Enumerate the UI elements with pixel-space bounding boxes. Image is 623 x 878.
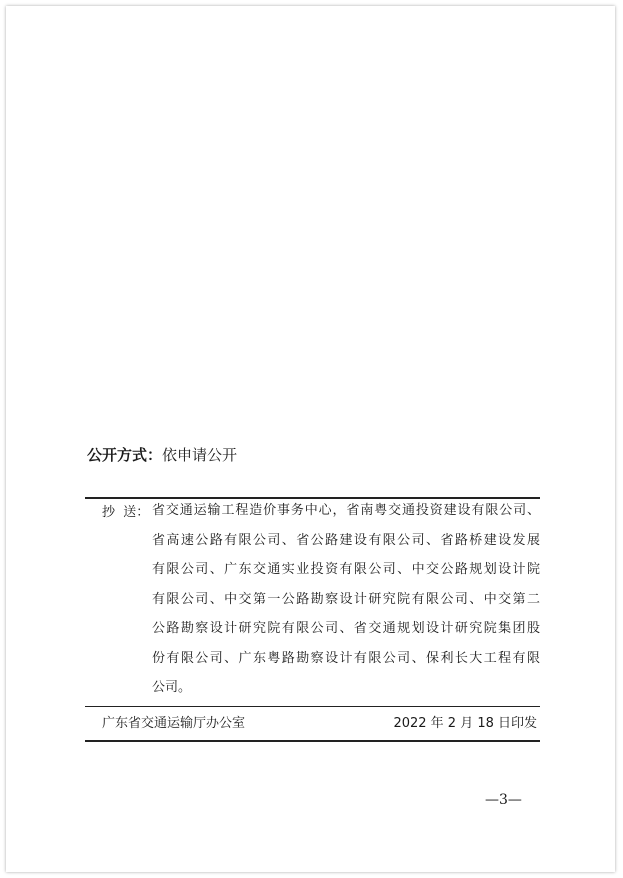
- document-page: [6, 6, 615, 872]
- cc-line: [152, 678, 541, 708]
- disclosure-label: 公开方式：: [87, 446, 163, 464]
- cc-line-text: 省高速公路有限公司、省公路建设有限公司、省路桥建设发展: [152, 532, 542, 548]
- cc-line-text: 省交通运输工程造价事务中心，省南粤交通投资建设有限公司、: [152, 503, 541, 518]
- middle-rule: [85, 706, 540, 707]
- cc-line-text: 公路勘察设计研究院有限公司、省交通规划设计研究院集团股: [152, 621, 542, 636]
- disclosure-method: [87, 444, 237, 465]
- cc-line-text: 份有限公司、广东粤路勘察设计有限公司、保利长大工程有限: [152, 650, 542, 666]
- cc-line: [152, 649, 541, 679]
- page-number: —3—: [485, 792, 522, 808]
- cc-line-text: 有限公司、中交第一公路勘察设计研究院有限公司、中交第二: [152, 591, 542, 607]
- bottom-rule: [85, 740, 540, 742]
- issuer: 广东省交通运输厅办公室: [102, 716, 246, 731]
- cc-line: [152, 560, 541, 590]
- issue-date: 2022 年 2 月 18 日印发: [393, 716, 537, 731]
- cc-label: 抄 送：: [102, 505, 150, 520]
- cc-line: [152, 531, 541, 561]
- cc-line-text: 有限公司、广东交通实业投资有限公司、中交公路规划设计院: [152, 562, 542, 577]
- cc-line-text: 公司。: [152, 680, 192, 695]
- disclosure-value: 依申请公开: [162, 446, 238, 464]
- cc-recipients: [152, 501, 541, 708]
- cc-line: [152, 501, 541, 531]
- cc-line: [152, 619, 541, 649]
- cc-line: [152, 590, 541, 620]
- top-rule: [85, 497, 540, 499]
